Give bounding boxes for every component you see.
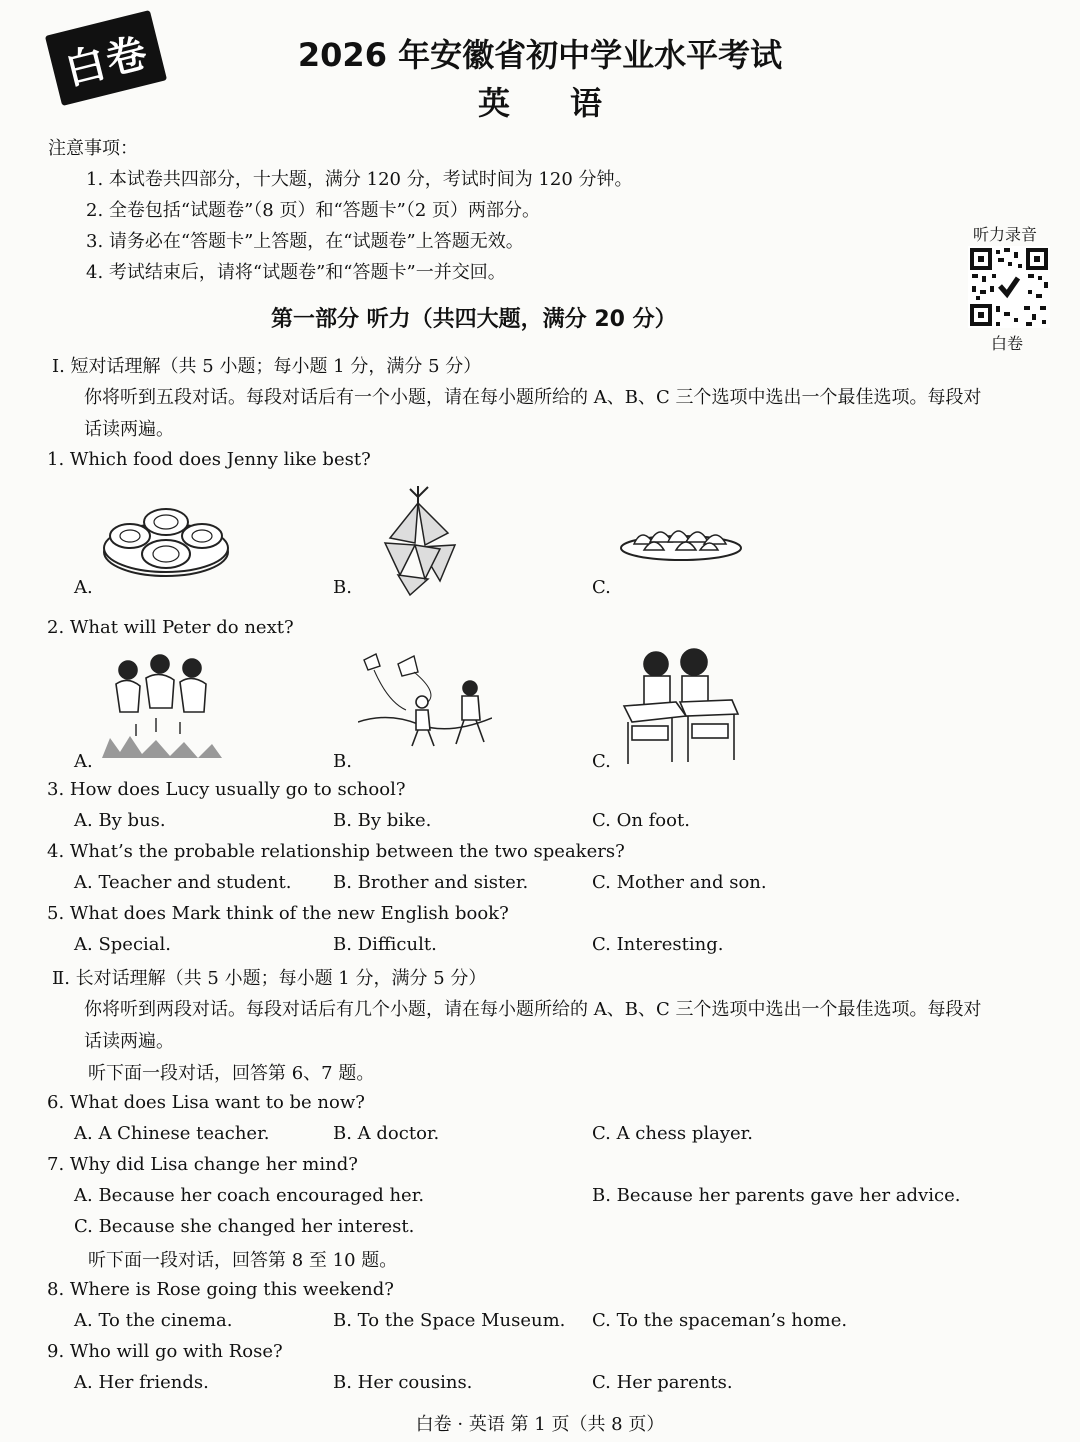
question-stem: 4. What’s the probable relationship between the two speakers?: [47, 841, 625, 862]
option-b: B. Difficult.: [333, 934, 437, 955]
section-heading: Ⅰ. 短对话理解（共 5 小题；每小题 1 分，满分 5 分）: [52, 356, 482, 377]
section-instruction: 话读两遍。: [84, 419, 174, 440]
qr-label-top: 听力录音: [973, 225, 1038, 244]
option-b: B. Her cousins.: [333, 1372, 473, 1393]
section-heading: Ⅱ. 长对话理解（共 5 小题；每小题 1 分，满分 5 分）: [52, 968, 487, 989]
option-b: B. To the Space Museum.: [333, 1310, 566, 1331]
option-b: B. By bike.: [333, 810, 432, 831]
section-instruction: 你将听到两段对话。每段对话后有几个小题，请在每小题所给的 A、B、C 三个选项中选出一个最佳选项。每段对: [84, 999, 982, 1020]
question-stem: 3. How does Lucy usually go to school?: [47, 779, 406, 800]
option-a: A. Her friends.: [74, 1372, 209, 1393]
notice-item: 3. 请务必在“答题卡”上答题，在“试题卷”上答题无效。: [86, 231, 524, 252]
mooncake-image[interactable]: [100, 492, 232, 588]
option-label: C.: [592, 751, 611, 772]
option-label: A.: [74, 751, 93, 772]
option-a: A. Special.: [74, 934, 171, 955]
dialogue-lead: 听下面一段对话，回答第 6、7 题。: [88, 1063, 375, 1084]
exam-title: 2026 年安徽省初中学业水平考试: [297, 36, 783, 74]
paper-badge: 白卷: [45, 10, 167, 106]
part-heading: 第一部分 听力（共四大题，满分 20 分）: [271, 307, 677, 332]
question-stem: 9. Who will go with Rose?: [47, 1341, 283, 1362]
question-stem: 1. Which food does Jenny like best?: [47, 449, 371, 470]
planting-trees-image[interactable]: [100, 652, 224, 760]
subject-title: 英语: [477, 84, 662, 122]
option-c: C. Her parents.: [592, 1372, 733, 1393]
students-studying-image[interactable]: [616, 646, 740, 770]
dumplings-image[interactable]: [618, 512, 744, 564]
section-instruction: 话读两遍。: [84, 1031, 174, 1052]
zongzi-image[interactable]: [370, 483, 460, 598]
section-instruction: 你将听到五段对话。每段对话后有一个小题，请在每小题所给的 A、B、C 三个选项中选出一个最佳选项。每段对: [84, 387, 982, 408]
option-label: C.: [592, 577, 611, 598]
qr-label-bottom: 白卷: [991, 334, 1024, 353]
option-a: A. Because her coach encouraged her.: [74, 1185, 425, 1206]
option-c: C. Mother and son.: [592, 872, 767, 893]
notice-item: 1. 本试卷共四部分，十大题，满分 120 分，考试时间为 120 分钟。: [86, 169, 633, 190]
qr-code-icon[interactable]: [968, 246, 1050, 328]
option-b: B. Because her parents gave her advice.: [592, 1185, 961, 1206]
option-label: A.: [74, 577, 93, 598]
option-c: C. To the spaceman’s home.: [592, 1310, 848, 1331]
notice-item: 2. 全卷包括“试题卷”（8 页）和“答题卡”（2 页）两部分。: [86, 200, 541, 221]
option-b: B. A doctor.: [333, 1123, 440, 1144]
option-label: B.: [333, 751, 352, 772]
option-c: C. Because she changed her interest.: [74, 1216, 415, 1237]
option-label: B.: [333, 577, 352, 598]
question-stem: 5. What does Mark think of the new English book?: [47, 903, 509, 924]
option-b: B. Brother and sister.: [333, 872, 529, 893]
option-a: A. By bus.: [74, 810, 166, 831]
option-a: A. Teacher and student.: [74, 872, 292, 893]
notice-heading: 注意事项：: [48, 138, 138, 159]
page-footer: 白卷 · 英语 第 1 页（共 8 页）: [415, 1414, 665, 1435]
option-c: C. On foot.: [592, 810, 690, 831]
option-a: A. To the cinema.: [74, 1310, 233, 1331]
question-stem: 7. Why did Lisa change her mind?: [47, 1154, 358, 1175]
question-stem: 8. Where is Rose going this weekend?: [47, 1279, 394, 1300]
option-a: A. A Chinese teacher.: [74, 1123, 270, 1144]
option-c: C. Interesting.: [592, 934, 724, 955]
dialogue-lead: 听下面一段对话，回答第 8 至 10 题。: [88, 1250, 398, 1271]
flying-kite-image[interactable]: [358, 652, 492, 752]
question-stem: 2. What will Peter do next?: [47, 617, 294, 638]
question-stem: 6. What does Lisa want to be now?: [47, 1092, 365, 1113]
option-c: C. A chess player.: [592, 1123, 753, 1144]
notice-item: 4. 考试结束后，请将“试题卷”和“答题卡”一并交回。: [86, 262, 506, 283]
